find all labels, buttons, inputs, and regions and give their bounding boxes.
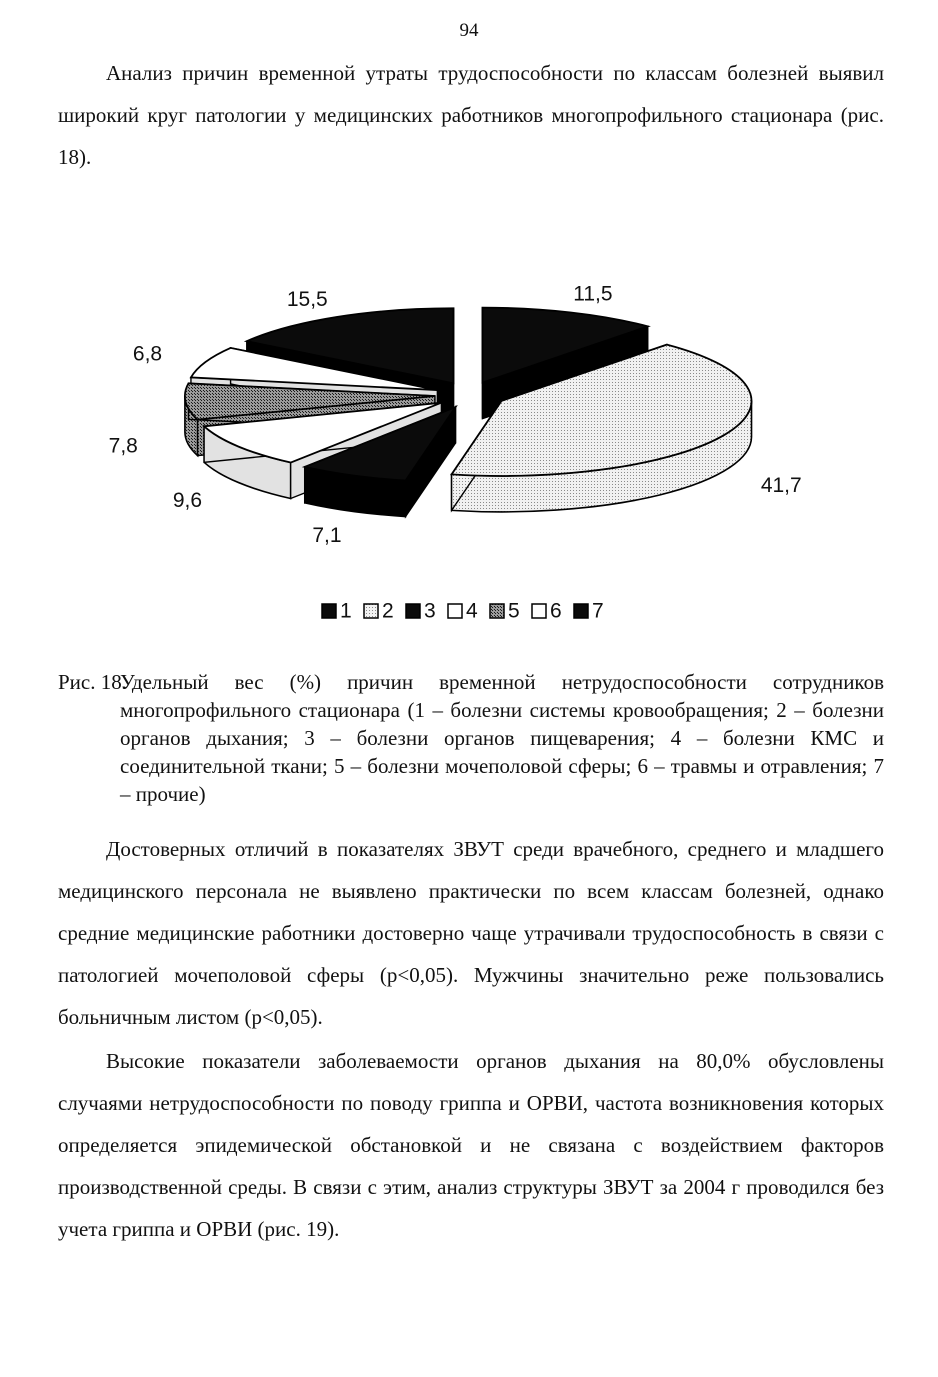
legend-swatch	[406, 604, 420, 618]
slice-label-2: 41,7	[760, 474, 802, 498]
intro-paragraph: Анализ причин временной утраты трудоспособности по классам болезней выявил широкий круг патологии у медицинских работников многопрофильного стационара (рис. 18).	[58, 61, 884, 169]
legend-swatch	[448, 604, 462, 618]
legend-item-4	[448, 600, 478, 623]
body-paragraph-2: Высокие показатели заболеваемости органов дыхания на 80,0% обусловлены случаями нетрудоспособности по поводу гриппа и ОРВИ, частота возникновения которых определяется эпидемической обстановкой и не связана с воздействием факторов производственной среды. В связи с этим, анализ структуры ЗВУТ за 2004 г проводился без учета гриппа и ОРВИ (рис. 19).	[58, 1049, 884, 1241]
pie-chart	[0, 250, 938, 650]
legend-item-7	[574, 600, 604, 623]
legend-swatch	[532, 604, 546, 618]
page-number: 94	[459, 20, 479, 41]
legend-swatch	[574, 604, 588, 618]
legend-item-2	[364, 600, 394, 623]
legend-label: 1	[340, 599, 352, 623]
slice-label-3: 7,1	[312, 524, 342, 548]
legend-item-1	[322, 600, 352, 623]
legend-label: 7	[592, 599, 604, 623]
legend-label: 3	[424, 599, 436, 623]
caption-label: Рис. 18.	[58, 670, 127, 694]
legend-item-3	[406, 600, 436, 623]
legend-swatch	[322, 604, 336, 618]
pie-slices	[185, 308, 752, 517]
legend-item-5	[490, 600, 520, 623]
slice-label-5: 7,8	[108, 434, 138, 458]
slice-label-1: 11,5	[573, 282, 613, 306]
pie-chart-figure	[0, 250, 938, 650]
slice-label-6: 6,8	[132, 342, 163, 366]
slice-label-4: 9,6	[172, 488, 203, 512]
legend-label: 4	[466, 599, 478, 623]
legend-swatch	[364, 604, 378, 618]
slice-label-7: 15,5	[286, 288, 328, 312]
legend-label: 2	[382, 599, 394, 623]
legend-label: 6	[550, 599, 562, 623]
legend-swatch	[490, 604, 504, 618]
legend-label: 5	[508, 599, 520, 623]
body-paragraph-1: Достоверных отличий в показателях ЗВУТ среди врачебного, среднего и младшего медицинского персонала не выявлено практически по всем классам болезней, однако средние медицинские работники достоверно чаще утрачивали трудоспособность в связи с патологией мочеполовой сферы (p<0,05). Мужчины значительно реже пользовались больничным листом (p<0,05).	[58, 837, 884, 1029]
legend-item-6	[532, 600, 562, 623]
caption-text: Удельный вес (%) причин временной нетрудоспособности сотрудников многопрофильного стационара (1 – болезни системы кровообращения; 2 – болезни органов дыхания; 3 – болезни органов пищеварения; 4 – болезни КМС и соединительной ткани; 5 – болезни мочеполовой сферы; 6 – травмы и отравления; 7 – прочие)	[120, 670, 884, 806]
chart-legend	[322, 600, 604, 623]
figure-caption	[58, 668, 884, 808]
